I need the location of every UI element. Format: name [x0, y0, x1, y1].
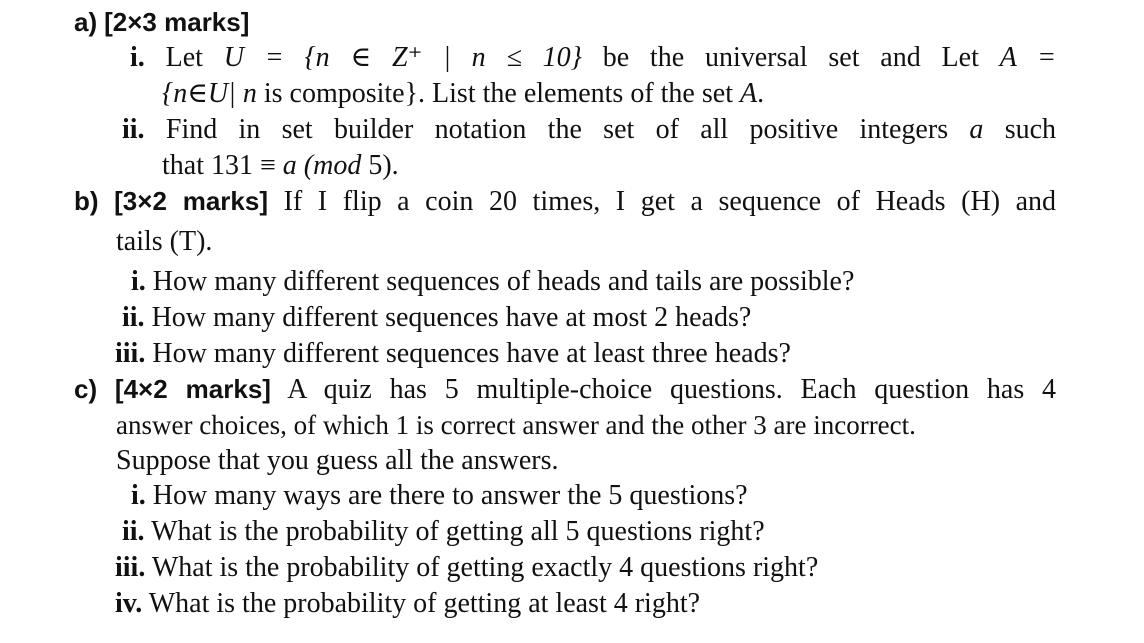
question-a-i-line2 — [162, 78, 764, 110]
section-c-line2 — [116, 409, 916, 441]
question-a-ii-text1: Find in set builder notation the set of all positive integers — [165, 114, 949, 145]
question-a-i-math2: A = — [999, 42, 1056, 73]
section-b-line2 — [116, 226, 212, 258]
question-b-i — [131, 266, 854, 298]
question-a-ii-line1 — [122, 114, 1056, 146]
question-a-i-line1 — [130, 42, 1056, 74]
question-b-ii-label: ii. — [122, 302, 145, 333]
question-a-i-math4: A — [739, 78, 758, 109]
question-a-ii-math2: a (mod — [282, 150, 362, 181]
question-a-i-text3: is composite}. List the elements of the set — [263, 78, 733, 109]
question-a-i-math3: {n∈U| n — [162, 78, 257, 109]
question-b-iii-label: iii. — [115, 338, 146, 369]
question-b-iii-text: How many different sequences have at least three heads? — [152, 338, 791, 369]
section-c-label: c) — [74, 374, 98, 404]
question-c-iv-label: iv. — [115, 588, 143, 619]
section-a-marks: [2×3 marks] — [104, 7, 250, 37]
question-c-ii-label: ii. — [122, 516, 145, 547]
question-a-ii-math1: a — [969, 114, 984, 145]
section-c-stem-line2: answer choices, of which 1 is correct answer and the other 3 are incorrect. — [116, 410, 916, 440]
question-a-ii-label: ii. — [122, 114, 145, 145]
question-b-ii-text: How many different sequences have at most 2 heads? — [151, 302, 752, 333]
question-b-iii — [115, 338, 791, 370]
question-c-i — [131, 480, 748, 512]
section-c-stem-line3: Suppose that you guess all the answers. — [116, 445, 559, 476]
question-c-iii-label: iii. — [115, 552, 146, 583]
question-a-i-math1: U = {n ∈ Z⁺ | n ≤ 10} — [223, 42, 582, 73]
question-b-i-label: i. — [131, 266, 146, 297]
question-c-iii — [115, 552, 818, 584]
section-c-line3 — [116, 445, 559, 477]
section-b-stem-line2: tails (T). — [116, 226, 213, 257]
section-a-label: a) — [74, 7, 98, 37]
question-a-ii-end1: such — [1004, 114, 1057, 145]
section-c-stem-line1: A quiz has 5 multiple-choice questions. Each question has 4 — [287, 374, 1056, 405]
question-c-ii — [122, 516, 765, 548]
question-a-ii-line2 — [162, 150, 399, 182]
question-c-iv — [115, 588, 700, 620]
section-c-marks: [4×2 marks] — [114, 374, 271, 404]
question-c-iv-text: What is the probability of getting at least 4 right? — [148, 588, 701, 619]
section-b-line1 — [74, 185, 1056, 218]
question-c-i-label: i. — [131, 480, 146, 511]
question-b-ii — [122, 302, 751, 334]
question-b-i-text: How many different sequences of heads and tails are possible? — [152, 266, 855, 297]
question-a-i-end: . — [757, 78, 765, 109]
question-a-i-text2: be the universal set and Let — [602, 42, 979, 73]
section-b-marks: [3×2 marks] — [114, 186, 268, 216]
section-c-line1 — [74, 373, 1056, 406]
question-a-i-text1: Let — [165, 42, 203, 73]
question-c-iii-text: What is the probability of getting exactly 4 questions right? — [151, 552, 819, 583]
question-c-ii-text: What is the probability of getting all 5 questions right? — [151, 516, 765, 547]
section-b-stem-line1: If I flip a coin 20 times, I get a sequence of Heads (H) and — [283, 186, 1057, 217]
question-c-i-text: How many ways are there to answer the 5 questions? — [152, 480, 748, 511]
section-a-header — [74, 6, 249, 39]
question-a-i-label: i. — [130, 42, 145, 73]
section-b-label: b) — [74, 186, 99, 216]
question-a-ii-end2: 5). — [368, 150, 399, 181]
question-a-ii-text2: that 131 ≡ — [162, 150, 276, 181]
